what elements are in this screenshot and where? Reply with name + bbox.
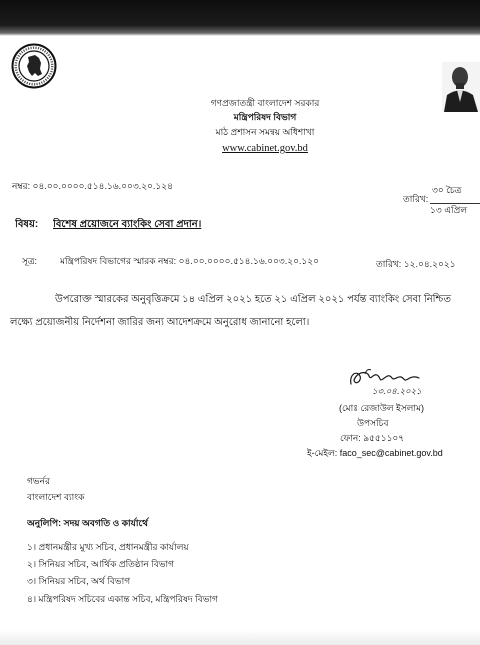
header-website: www.cabinet.gov.bd <box>222 143 308 154</box>
copies-heading: অনুলিপি: সদয় অবগতি ও কার্যার্থে <box>27 518 148 528</box>
header-division: মন্ত্রিপরিষদ বিভাগ <box>233 112 297 122</box>
signature-date: ১৩.০৪.২০২১ <box>372 387 422 397</box>
header-government: গণপ্রজাতন্ত্রী বাংলাদেশ সরকার <box>210 98 320 108</box>
subject-text: বিশেষ প্রয়োজনে ব্যাংকিং সেবা প্রদান। <box>53 219 202 230</box>
signatory-designation: উপসচিব <box>357 418 389 428</box>
scan-border-top <box>0 0 480 36</box>
signatory-phone: ফোন: ৯৫৫১১০৭ <box>340 433 405 443</box>
subject-label: বিষয়: <box>15 219 39 230</box>
body-line-1: উপরোক্ত স্মারকের অনুবৃত্তিক্রমে ১৪ এপ্রিল ২০২১ হতে ২১ এপ্রিল ২০২১ পর্যন্ত ব্যাংকিং সেবা নিশ্চিত <box>55 294 451 305</box>
portrait-photo <box>442 62 480 112</box>
copy-item: ২। সিনিয়র সচিব, আর্থিক প্রতিষ্ঠান বিভাগ <box>27 559 175 569</box>
scan-border-bottom <box>0 630 480 645</box>
signatory-email: ই-মেইল: faco_sec@cabinet.gov.bd <box>307 448 443 458</box>
reference-text: মন্ত্রিপরিষদ বিভাগের স্মারক নম্বর: ০৪.০০.০০০০.৫১৪.১৬.০০৩.২০.১২০ <box>60 256 319 266</box>
date-gregorian: ১৩ এপ্রিল <box>430 203 480 216</box>
header-branch: মাঠ প্রশাসন সমন্বয় অধিশাখা <box>215 127 315 137</box>
date-label: তারিখ: <box>403 194 429 204</box>
memo-number: নম্বর: ০৪.০০.০০০০.৫১৪.১৬.০০৩.২০.১২৪ <box>12 181 173 191</box>
signatory-name: (মোঃ রেজাউল ইসলাম) <box>339 403 424 413</box>
body-line-2: লক্ষ্যে প্রয়োজনীয় নির্দেশনা জারির জন্য আদেশক্রমে অনুরোধ জানানো হলো। <box>10 317 310 328</box>
recipient-organization: বাংলাদেশ ব্যাংক <box>27 492 85 502</box>
recipient-title: গভর্নর <box>27 476 50 486</box>
date-bangla: ৩০ চৈত্র <box>432 185 462 195</box>
government-seal <box>11 43 57 89</box>
copy-item: ১। প্রধানমন্ত্রীর মুখ্য সচিব, প্রধানমন্ত্রীর কার্যালয় <box>27 542 189 552</box>
copy-item: ৩। সিনিয়র সচিব, অর্থ বিভাগ <box>27 576 131 586</box>
reference-date: তারিখ: ১২.০৪.২০২১ <box>376 259 456 269</box>
reference-label: সূত্র: <box>22 256 38 266</box>
copy-item: ৪। মন্ত্রিপরিষদ সচিবের একান্ত সচিব, মন্ত্রিপরিষদ বিভাগ <box>27 594 218 604</box>
